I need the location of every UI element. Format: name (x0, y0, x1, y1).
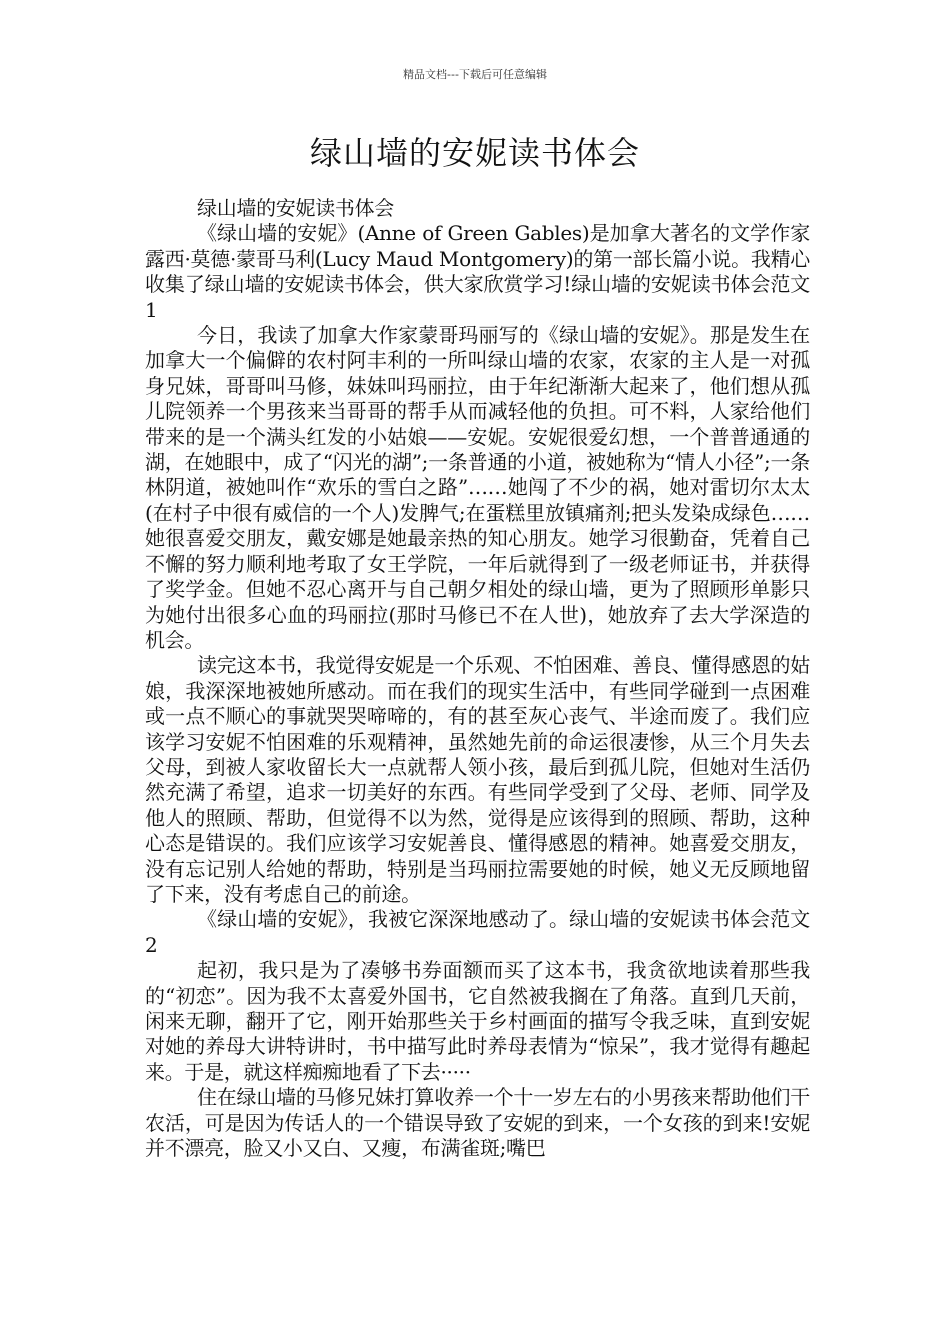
paragraph: 起初，我只是为了凑够书券面额而买了这本书，我贪欲地读着那些我的“初恋”。因为我不太喜爱外国书，它自然被我搁在了角落。直到几天前，闲来无聊，翻开了它，刚开始那些关于乡村画面的描写令我乏味，直到安妮对她的养母大讲特讲时，书中描写此时养母表情为“惊呆”，我才觉得有趣起来。于是，就这样痴痴地看了下去····· (145, 958, 810, 1084)
paragraph: 绿山墙的安妮读书体会 (197, 196, 394, 220)
paragraph: 今日，我读了加拿大作家蒙哥玛丽写的《绿山墙的安妮》。那是发生在加拿大一个偏僻的农村阿丰利的一所叫绿山墙的农家，农家的主人是一对孤身兄妹，哥哥叫马修，妹妹叫玛丽拉，由于年纪渐渐大起来了，他们想从孤儿院领养一个男孩来当哥哥的帮手从而减轻他的负担。可不料，人家给他们带来的是一个满头红发的小姑娘——安妮。安妮很爱幻想，一个普普通通的湖，在她眼中，成了“闪光的湖”;一条普通的小道，被她称为“情人小径”;一条林阴道，被她叫作“欢乐的雪白之路”……她闯了不少的祸，她对雷切尔太太(在村子中很有威信的一个人)发脾气;在蛋糕里放镇痛剂;把头发染成绿色……她很喜爱交朋友，戴安娜是她最亲热的知心朋友。她学习很勤奋，凭着自己不懈的努力顺利地考取了女王学院，一年后就得到了一级老师证书，并获得了奖学金。但她不忍心离开与自己朝夕相处的绿山墙，更为了照顾形单影只为她付出很多心血的玛丽拉(那时马修已不在人世)，她放弃了去大学深造的机会。 (145, 323, 810, 652)
document-body (145, 196, 810, 1161)
document-title: 绿山墙的安妮读书体会 (309, 134, 640, 172)
paragraph: 读完这本书，我觉得安妮是一个乐观、不怕困难、善良、懂得感恩的姑娘，我深深地被她所感动。而在我们的现实生活中，有些同学碰到一点困难或一点不顺心的事就哭哭啼啼的，有的甚至灰心丧气、半途而废了。我们应该学习安妮不怕困难的乐观精神，虽然她先前的命运很凄惨，从三个月失去父母，到被人家收留长大一点就帮人领小孩，最后到孤儿院，但她对生活仍然充满了希望，追求一切美好的东西。有些同学受到了父母、老师、同学及他人的照顾、帮助，但觉得不以为然，觉得是应该得到的照顾、帮助，这种心态是错误的。我们应该学习安妮善良、懂得感恩的精神。她喜爱交朋友，没有忘记别人给她的帮助，特别是当玛丽拉需要她的时候，她义无反顾地留了下来，没有考虑自己的前途。 (145, 653, 810, 906)
header-note: 精品文档---下载后可任意编辑 (403, 68, 547, 81)
paragraph: 住在绿山墙的马修兄妹打算收养一个十一岁左右的小男孩来帮助他们干农活，可是因为传话人的一个错误导致了安妮的到来，一个女孩的到来!安妮并不漂亮，脸又小又白、又瘦，布满雀斑;嘴巴 (145, 1085, 810, 1161)
paragraph: 《绿山墙的安妮》，我被它深深地感动了。绿山墙的安妮读书体会范文2 (145, 907, 810, 957)
paragraph: 《绿山墙的安妮》(Anne of Green Gables)是加拿大著名的文学作家露西·莫德·蒙哥马利(Lucy Maud Montgomery)的第一部长篇小说。我精心收集了绿山墙的安妮读书体会，供大家欣赏学习!绿山墙的安妮读书体会范文1 (145, 221, 810, 322)
